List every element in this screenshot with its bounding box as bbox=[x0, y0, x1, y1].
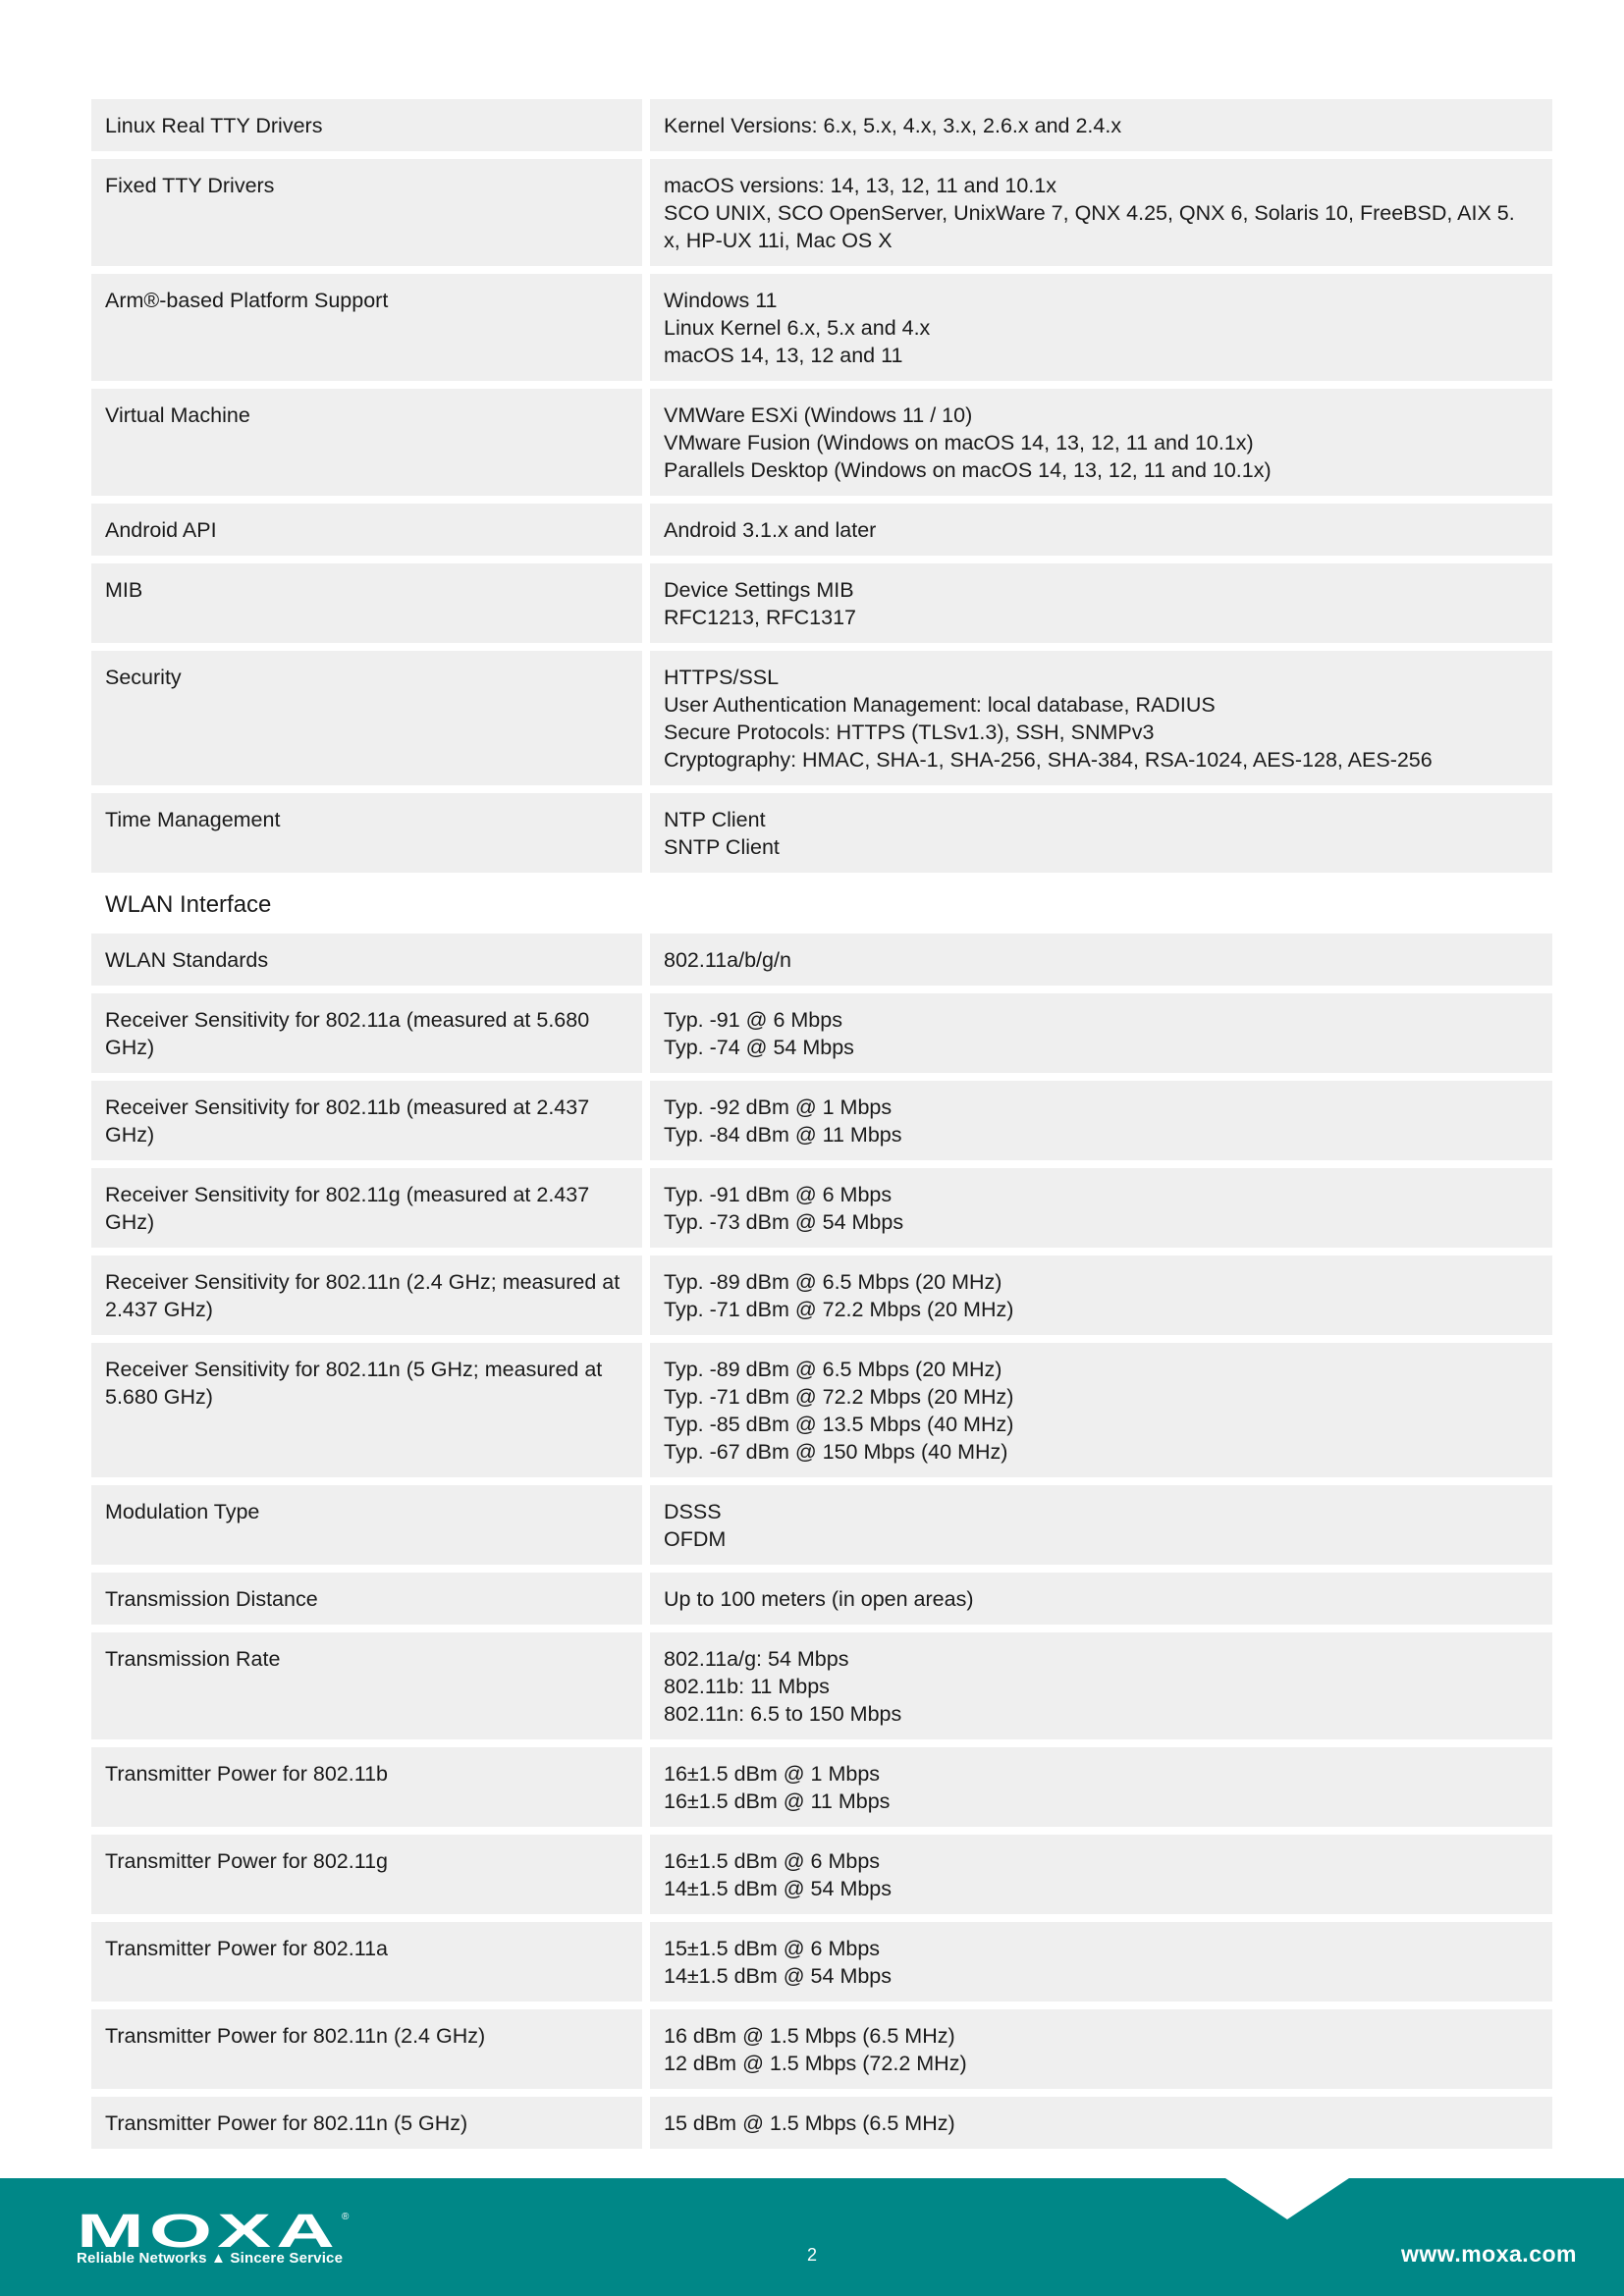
spec-row bbox=[91, 1747, 1552, 1827]
spec-value bbox=[650, 389, 1552, 496]
spec-value-line: VMWare ESXi (Windows 11 / 10) bbox=[664, 403, 973, 427]
spec-value-line: 16±1.5 dBm @ 1 Mbps bbox=[664, 1762, 881, 1786]
spec-label: Virtual Machine bbox=[91, 389, 642, 496]
spec-rows-wlan bbox=[91, 934, 1552, 2149]
spec-value-line: OFDM bbox=[664, 1527, 727, 1551]
spec-row bbox=[91, 1573, 1552, 1625]
spec-label: MIB bbox=[91, 563, 642, 643]
spec-value-line: 16±1.5 dBm @ 6 Mbps bbox=[664, 1849, 881, 1873]
spec-value bbox=[650, 1573, 1552, 1625]
moxa-logo-text: MOXA bbox=[77, 2206, 340, 2258]
spec-value bbox=[650, 934, 1552, 986]
spec-label: Receiver Sensitivity for 802.11n (2.4 GHz; measured at 2.437 GHz) bbox=[91, 1255, 642, 1335]
spec-value bbox=[650, 1485, 1552, 1565]
spec-table bbox=[91, 99, 1552, 2157]
spec-row bbox=[91, 1343, 1552, 1477]
spec-value-line: Typ. -84 dBm @ 11 Mbps bbox=[664, 1123, 902, 1147]
spec-value-line: Device Settings MIB bbox=[664, 578, 854, 602]
spec-value-line: VMware Fusion (Windows on macOS 14, 13, 12, 11 and 10.1x) bbox=[664, 431, 1254, 454]
spec-row bbox=[91, 504, 1552, 556]
spec-value bbox=[650, 99, 1552, 151]
spec-value-line: 15 dBm @ 1.5 Mbps (6.5 MHz) bbox=[664, 2111, 955, 2135]
spec-row bbox=[91, 274, 1552, 381]
tagline: Reliable Networks ▲ Sincere Service bbox=[77, 2250, 344, 2267]
spec-value-line: SCO UNIX, SCO OpenServer, UnixWare 7, QNX 4.25, QNX 6, Solaris 10, FreeBSD, AIX 5. bbox=[664, 201, 1515, 225]
spec-value-line: NTP Client bbox=[664, 808, 766, 831]
spec-row bbox=[91, 934, 1552, 986]
spec-value-line: User Authentication Management: local database, RADIUS bbox=[664, 693, 1216, 717]
spec-label: Receiver Sensitivity for 802.11n (5 GHz; measured at 5.680 GHz) bbox=[91, 1343, 642, 1477]
spec-row bbox=[91, 1632, 1552, 1739]
spec-label: Transmitter Power for 802.11b bbox=[91, 1747, 642, 1827]
spec-value-line: Cryptography: HMAC, SHA-1, SHA-256, SHA-384, RSA-1024, AES-128, AES-256 bbox=[664, 748, 1433, 772]
spec-row bbox=[91, 389, 1552, 496]
spec-value-line: 802.11b: 11 Mbps bbox=[664, 1675, 830, 1698]
spec-value bbox=[650, 1747, 1552, 1827]
spec-value-line: SNTP Client bbox=[664, 835, 780, 859]
spec-value-line: 802.11a/b/g/n bbox=[664, 948, 791, 972]
spec-value bbox=[650, 159, 1552, 266]
spec-value-line: macOS 14, 13, 12 and 11 bbox=[664, 344, 903, 367]
spec-value-line: RFC1213, RFC1317 bbox=[664, 606, 856, 629]
spec-row bbox=[91, 793, 1552, 873]
spec-value-line: Linux Kernel 6.x, 5.x and 4.x bbox=[664, 316, 931, 340]
spec-label: Arm®-based Platform Support bbox=[91, 274, 642, 381]
spec-value-line: 802.11n: 6.5 to 150 Mbps bbox=[664, 1702, 902, 1726]
spec-value-line: Secure Protocols: HTTPS (TLSv1.3), SSH, SNMPv3 bbox=[664, 721, 1155, 744]
spec-value-line: Typ. -71 dBm @ 72.2 Mbps (20 MHz) bbox=[664, 1385, 1014, 1409]
spec-row bbox=[91, 1168, 1552, 1248]
spec-value-line: 802.11a/g: 54 Mbps bbox=[664, 1647, 849, 1671]
spec-rows-software bbox=[91, 99, 1552, 873]
spec-value bbox=[650, 993, 1552, 1073]
spec-value bbox=[650, 2097, 1552, 2149]
spec-value bbox=[650, 1255, 1552, 1335]
spec-label: Transmitter Power for 802.11n (5 GHz) bbox=[91, 2097, 642, 2149]
spec-label: Receiver Sensitivity for 802.11a (measured at 5.680 GHz) bbox=[91, 993, 642, 1073]
spec-value bbox=[650, 1632, 1552, 1739]
spec-label: Transmitter Power for 802.11n (2.4 GHz) bbox=[91, 2009, 642, 2089]
spec-value bbox=[650, 1343, 1552, 1477]
spec-label: Receiver Sensitivity for 802.11g (measured at 2.437 GHz) bbox=[91, 1168, 642, 1248]
spec-value-line: 16±1.5 dBm @ 11 Mbps bbox=[664, 1789, 891, 1813]
spec-value-line: Typ. -91 dBm @ 6 Mbps bbox=[664, 1183, 893, 1206]
spec-label: Transmission Distance bbox=[91, 1573, 642, 1625]
spec-value bbox=[650, 504, 1552, 556]
spec-value-line: Typ. -89 dBm @ 6.5 Mbps (20 MHz) bbox=[664, 1270, 1002, 1294]
spec-value-line: Typ. -92 dBm @ 1 Mbps bbox=[664, 1095, 893, 1119]
spec-value-line: Parallels Desktop (Windows on macOS 14, 13, 12, 11 and 10.1x) bbox=[664, 458, 1272, 482]
spec-value-line: Typ. -89 dBm @ 6.5 Mbps (20 MHz) bbox=[664, 1358, 1002, 1381]
section-title-wlan: WLAN Interface bbox=[105, 891, 272, 918]
spec-value bbox=[650, 274, 1552, 381]
spec-value-line: DSSS bbox=[664, 1500, 722, 1523]
spec-label: Time Management bbox=[91, 793, 642, 873]
spec-row bbox=[91, 99, 1552, 151]
spec-value-line: Typ. -71 dBm @ 72.2 Mbps (20 MHz) bbox=[664, 1298, 1014, 1321]
spec-label: Linux Real TTY Drivers bbox=[91, 99, 642, 151]
spec-value-line: 16 dBm @ 1.5 Mbps (6.5 MHz) bbox=[664, 2024, 955, 2048]
spec-value bbox=[650, 1081, 1552, 1160]
spec-row bbox=[91, 993, 1552, 1073]
spec-value-line: Typ. -85 dBm @ 13.5 Mbps (40 MHz) bbox=[664, 1413, 1014, 1436]
website-link[interactable]: www.moxa.com bbox=[1401, 2241, 1577, 2267]
spec-row bbox=[91, 2009, 1552, 2089]
spec-value bbox=[650, 1922, 1552, 2002]
spec-value-line: Typ. -73 dBm @ 54 Mbps bbox=[664, 1210, 904, 1234]
spec-value-line: HTTPS/SSL bbox=[664, 666, 780, 689]
spec-value bbox=[650, 793, 1552, 873]
spec-row bbox=[91, 2097, 1552, 2149]
spec-value bbox=[650, 1835, 1552, 1914]
spec-value-line: 14±1.5 dBm @ 54 Mbps bbox=[664, 1877, 893, 1900]
spec-label: Transmitter Power for 802.11g bbox=[91, 1835, 642, 1914]
spec-label: Modulation Type bbox=[91, 1485, 642, 1565]
spec-value-line: Windows 11 bbox=[664, 289, 778, 312]
spec-value-line: Typ. -67 dBm @ 150 Mbps (40 MHz) bbox=[664, 1440, 1008, 1464]
spec-label: Receiver Sensitivity for 802.11b (measured at 2.437 GHz) bbox=[91, 1081, 642, 1160]
spec-label: Fixed TTY Drivers bbox=[91, 159, 642, 266]
spec-value-line: 12 dBm @ 1.5 Mbps (72.2 MHz) bbox=[664, 2052, 967, 2075]
page-number: 2 bbox=[806, 2245, 817, 2265]
spec-label: Transmission Rate bbox=[91, 1632, 642, 1739]
spec-value-line: Android 3.1.x and later bbox=[664, 518, 877, 542]
spec-value-line: Kernel Versions: 6.x, 5.x, 4.x, 3.x, 2.6.x and 2.4.x bbox=[664, 114, 1122, 137]
spec-row bbox=[91, 651, 1552, 785]
spec-value bbox=[650, 2009, 1552, 2089]
spec-row bbox=[91, 1485, 1552, 1565]
spec-row bbox=[91, 1081, 1552, 1160]
spec-row bbox=[91, 1922, 1552, 2002]
spec-value-line: x, HP-UX 11i, Mac OS X bbox=[664, 229, 893, 252]
spec-value-line: Typ. -74 @ 54 Mbps bbox=[664, 1036, 854, 1059]
spec-label: Android API bbox=[91, 504, 642, 556]
spec-value-line: 15±1.5 dBm @ 6 Mbps bbox=[664, 1937, 881, 1960]
spec-label: WLAN Standards bbox=[91, 934, 642, 986]
spec-label: Security bbox=[91, 651, 642, 785]
spec-row bbox=[91, 1255, 1552, 1335]
spec-row bbox=[91, 1835, 1552, 1914]
spec-value bbox=[650, 563, 1552, 643]
spec-row bbox=[91, 159, 1552, 266]
spec-value bbox=[650, 1168, 1552, 1248]
svg-text:®: ® bbox=[342, 2212, 350, 2222]
spec-value-line: 14±1.5 dBm @ 54 Mbps bbox=[664, 1964, 893, 1988]
spec-label: Transmitter Power for 802.11a bbox=[91, 1922, 642, 2002]
spec-value bbox=[650, 651, 1552, 785]
spec-row bbox=[91, 563, 1552, 643]
spec-value-line: Up to 100 meters (in open areas) bbox=[664, 1587, 974, 1611]
spec-value-line: Typ. -91 @ 6 Mbps bbox=[664, 1008, 842, 1032]
spec-value-line: macOS versions: 14, 13, 12, 11 and 10.1x bbox=[664, 174, 1056, 197]
